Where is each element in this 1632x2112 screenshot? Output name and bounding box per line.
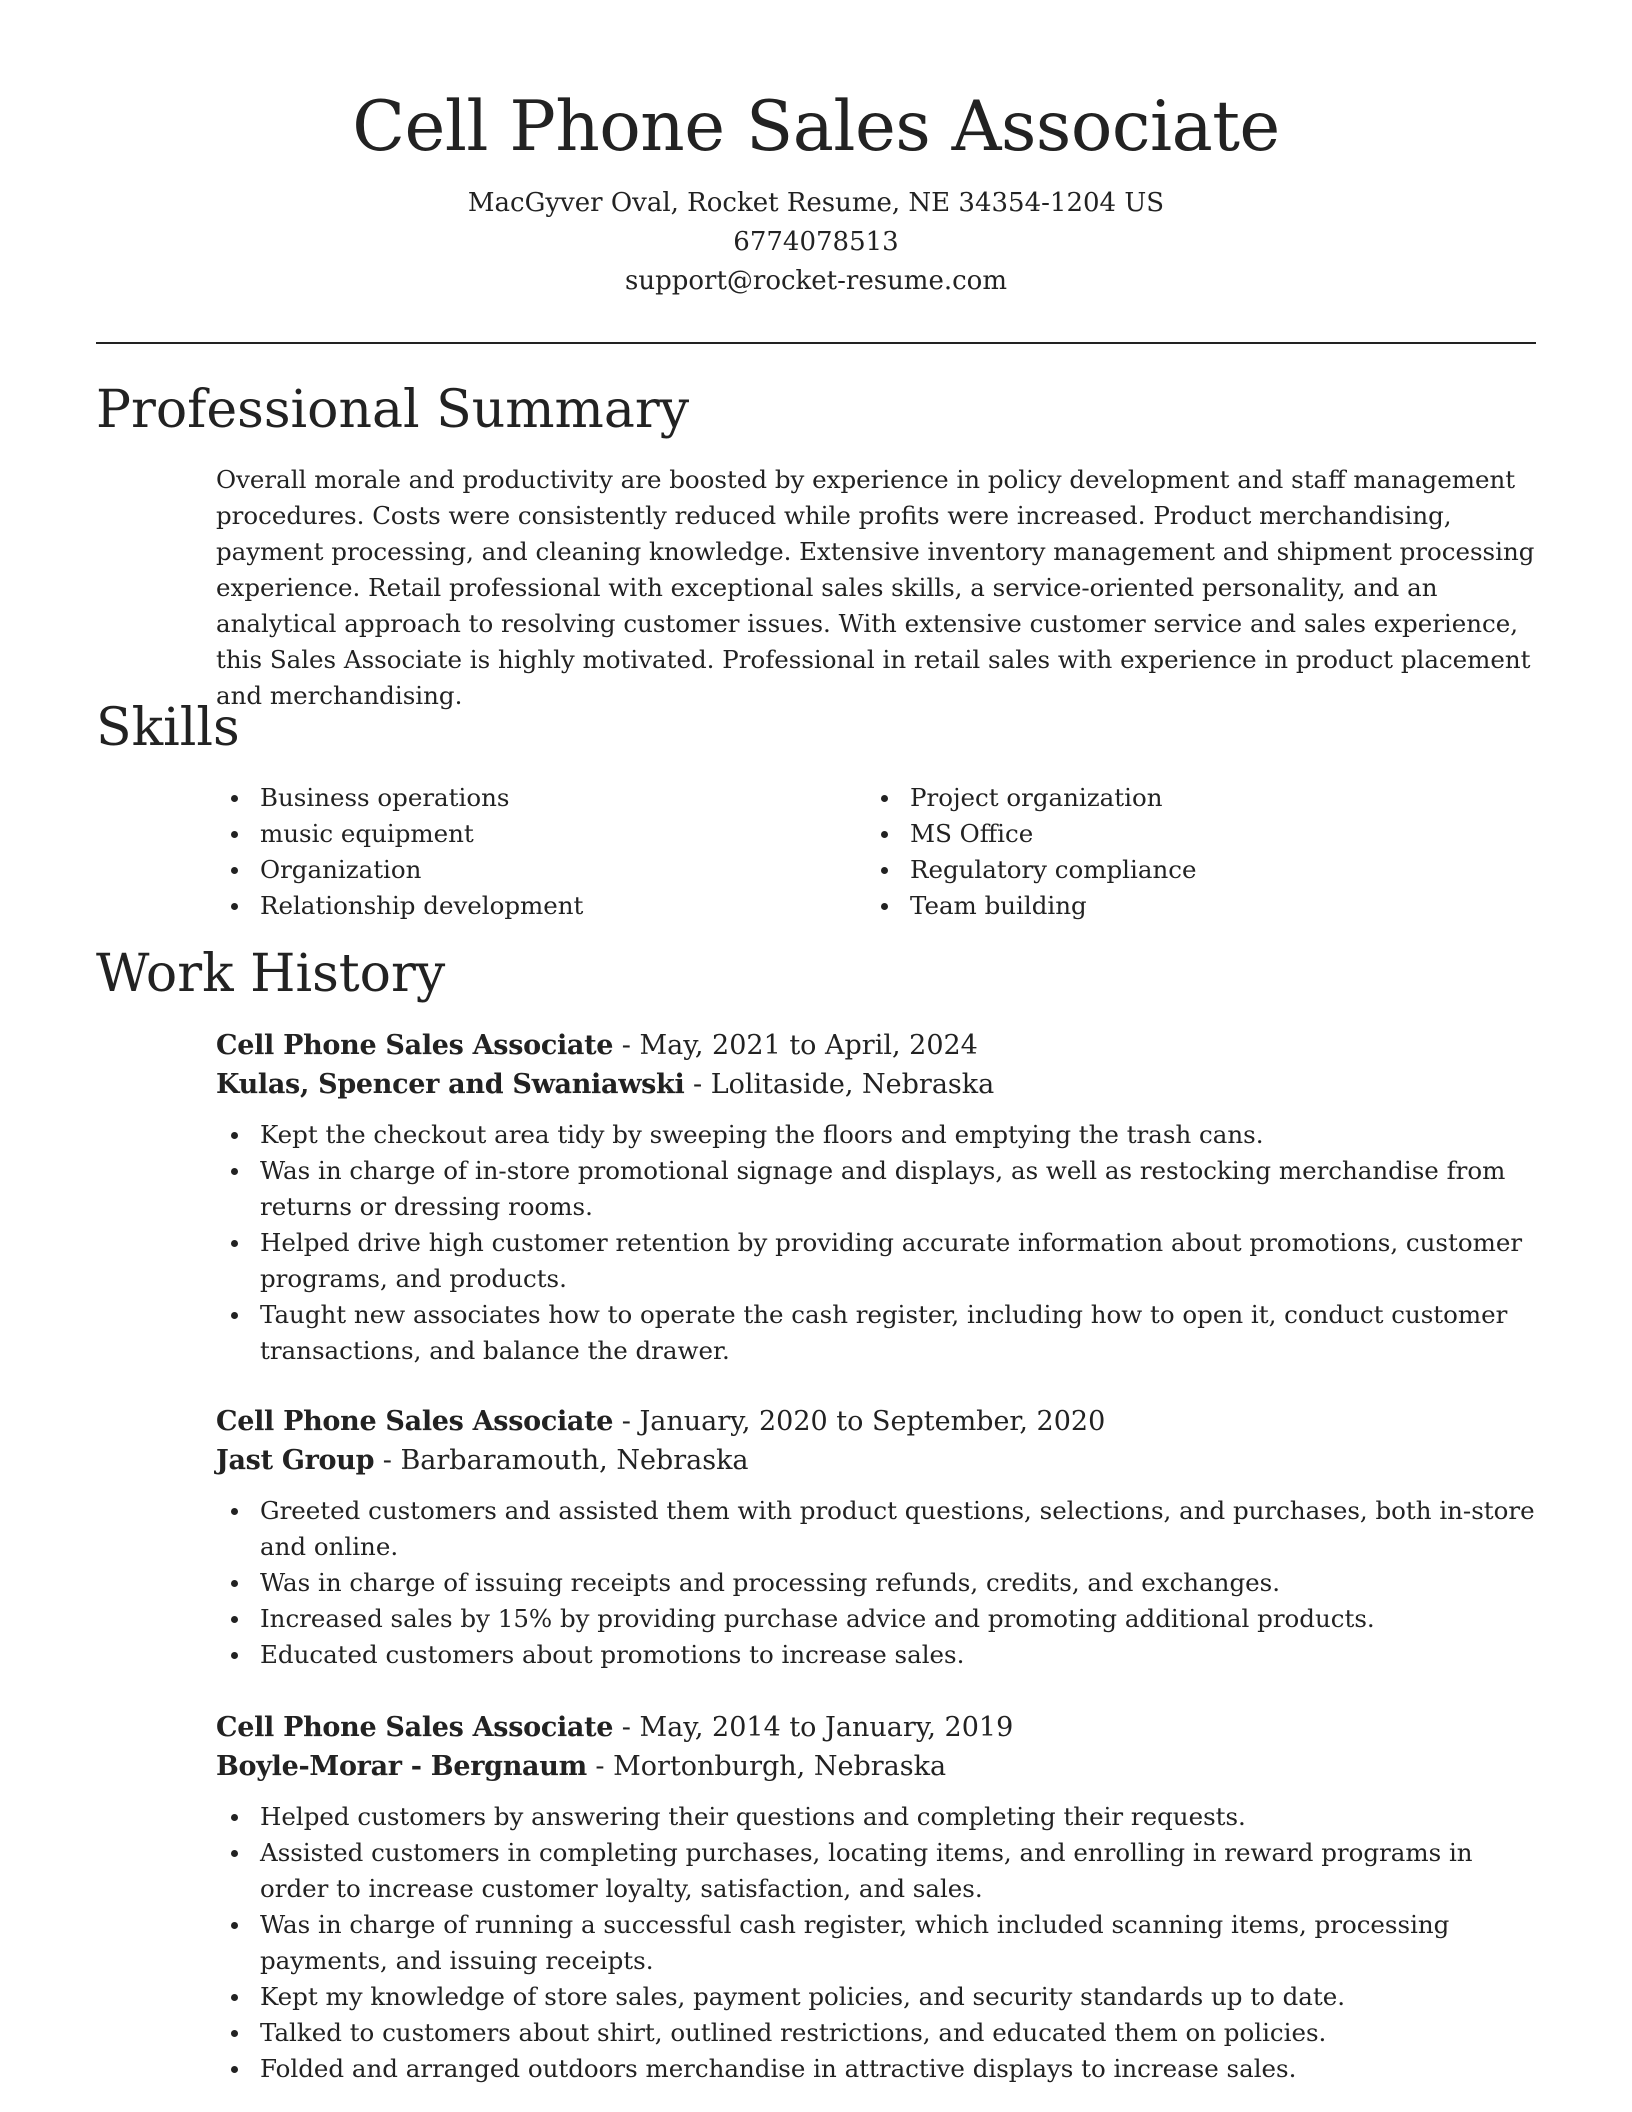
job-duty: Taught new associates how to operate the cash register, including how to open it, conduct customer transactions, and balance the drawer.: [216, 1297, 1536, 1369]
summary-text: Overall morale and productivity are boosted by experience in policy development and staff management procedures. Costs were consistently reduced while profits were increased. Product merchandising, payment processing, and cleaning knowledge. Extensive inventory management and shipment processing experience. Retail professional with exceptional sales skills, a service-oriented personality, and an analytical approach to resolving customer issues. With extensive customer service and sales experience, this Sales Associate is highly motivated. Professional in retail sales with experience in product placement and merchandising.: [216, 465, 1535, 710]
job-location: - Lolitaside, Nebraska: [684, 1069, 995, 1100]
job-duty: Was in charge of running a successful cash register, which included scanning items, processing payments, and issuing receipts.: [216, 1907, 1536, 1979]
job-duties: [216, 1493, 1536, 1673]
job-dates: - May, 2014 to January, 2019: [613, 1712, 1014, 1743]
job-company-line: [216, 1441, 1536, 1480]
skills-heading: Skills: [96, 698, 240, 758]
job-company: Kulas, Spencer and Swaniawski: [216, 1069, 685, 1100]
job-company: Jast Group: [216, 1445, 375, 1476]
job-duty: Assisted customers in completing purchases, locating items, and enrolling in reward programs in order to increase customer loyalty, satisfaction, and sales.: [216, 1835, 1536, 1907]
job-duty: Educated customers about promotions to increase sales.: [216, 1637, 1536, 1673]
candidate-name: Cell Phone Sales Associate: [352, 87, 1280, 167]
job-company-line: [216, 1065, 1536, 1104]
job-duty: Kept my knowledge of store sales, payment policies, and security standards up to date.: [216, 1979, 1536, 2015]
summary-heading: Professional Summary: [96, 380, 690, 440]
skills-list: [216, 780, 1536, 924]
job-entry: [216, 1708, 1536, 2087]
job-title: Cell Phone Sales Associate: [216, 1712, 614, 1743]
contact-info: [0, 184, 1632, 301]
skill-item: Business operations: [216, 780, 866, 816]
job-entry: [216, 1402, 1536, 1673]
job-duty: Helped drive high customer retention by providing accurate information about promotions, customer programs, and products.: [216, 1225, 1536, 1297]
job-title-line: [216, 1708, 1536, 1747]
skill-item: Team building: [866, 888, 1516, 924]
skill-item: Project organization: [866, 780, 1516, 816]
skill-item: music equipment: [216, 816, 866, 852]
contact-address: MacGyver Oval, Rocket Resume, NE 34354-1204 US: [467, 188, 1165, 218]
job-duty: Was in charge of issuing receipts and processing refunds, credits, and exchanges.: [216, 1565, 1536, 1601]
job-duties: [216, 1117, 1536, 1369]
contact-email: support@rocket-resume.com: [624, 266, 1007, 296]
job-duty: Kept the checkout area tidy by sweeping the floors and emptying the trash cans.: [216, 1117, 1536, 1153]
skills-column-left: [216, 780, 866, 924]
resume-header: [0, 82, 1632, 301]
job-dates: - May, 2021 to April, 2024: [613, 1030, 978, 1061]
skill-item: Relationship development: [216, 888, 866, 924]
skill-item: Organization: [216, 852, 866, 888]
skill-item: Regulatory compliance: [866, 852, 1516, 888]
job-duties: [216, 1799, 1536, 2087]
skills-column-right: [866, 780, 1516, 924]
job-title-line: [216, 1026, 1536, 1065]
job-title-line: [216, 1402, 1536, 1441]
job-title: Cell Phone Sales Associate: [216, 1406, 614, 1437]
job-duty: Increased sales by 15% by providing purchase advice and promoting additional products.: [216, 1601, 1536, 1637]
job-duty: Greeted customers and assisted them with product questions, selections, and purchases, both in-store and online.: [216, 1493, 1536, 1565]
job-duty: Folded and arranged outdoors merchandise in attractive displays to increase sales.: [216, 2051, 1536, 2087]
contact-phone: 6774078513: [733, 227, 899, 257]
job-duty: Talked to customers about shirt, outlined restrictions, and educated them on policies.: [216, 2015, 1536, 2051]
job-dates: - January, 2020 to September, 2020: [613, 1406, 1106, 1437]
job-location: - Mortonburgh, Nebraska: [586, 1751, 947, 1782]
header-divider: [96, 342, 1536, 344]
job-location: - Barbaramouth, Nebraska: [374, 1445, 749, 1476]
job-company: Boyle-Morar - Bergnaum: [216, 1751, 587, 1782]
job-title: Cell Phone Sales Associate: [216, 1030, 614, 1061]
skill-item: MS Office: [866, 816, 1516, 852]
job-duty: Helped customers by answering their questions and completing their requests.: [216, 1799, 1536, 1835]
job-duty: Was in charge of in-store promotional signage and displays, as well as restocking merchandise from returns or dressing rooms.: [216, 1153, 1536, 1225]
job-entry: [216, 1026, 1536, 1369]
work-history-heading: Work History: [96, 944, 446, 1004]
job-company-line: [216, 1747, 1536, 1786]
